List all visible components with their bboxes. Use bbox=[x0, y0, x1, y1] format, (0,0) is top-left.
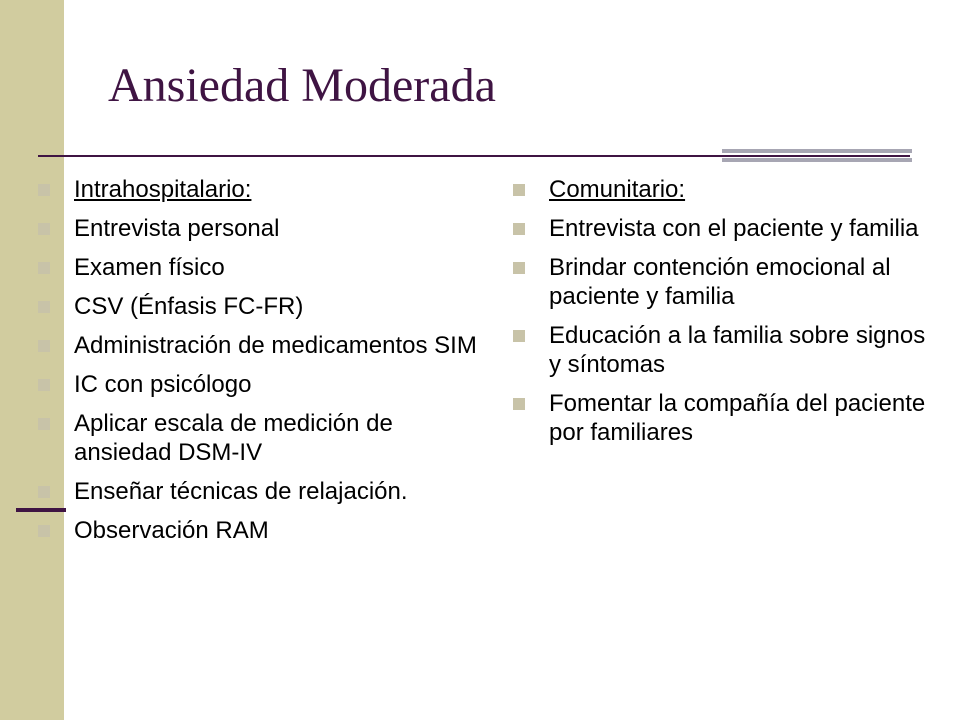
list-item-text: Enseñar técnicas de relajación. bbox=[74, 478, 408, 505]
list-item-text: Examen físico bbox=[74, 254, 225, 281]
square-bullet-icon bbox=[38, 418, 50, 430]
square-bullet-icon bbox=[38, 340, 50, 352]
square-bullet-icon bbox=[38, 301, 50, 313]
list-item bbox=[513, 389, 933, 447]
square-bullet-icon bbox=[38, 379, 50, 391]
left-column-heading: Intrahospitalario: bbox=[74, 176, 252, 203]
list-item bbox=[38, 370, 488, 399]
title-divider-accent bbox=[722, 149, 912, 162]
list-item-text: Educación a la familia sobre signos y síntomas bbox=[549, 322, 926, 378]
list-item bbox=[513, 175, 933, 204]
square-bullet-icon bbox=[38, 262, 50, 274]
list-item-text: Administración de medicamentos SIM bbox=[74, 332, 477, 359]
list-item-text: IC con psicólogo bbox=[74, 371, 252, 398]
right-column-list bbox=[513, 175, 933, 457]
list-item bbox=[38, 331, 488, 360]
square-bullet-icon bbox=[513, 184, 525, 196]
list-item bbox=[513, 253, 933, 311]
list-item bbox=[513, 321, 933, 379]
square-bullet-icon bbox=[38, 223, 50, 235]
list-item bbox=[38, 409, 488, 467]
square-bullet-icon bbox=[513, 262, 525, 274]
list-item-text: Entrevista personal bbox=[74, 215, 280, 242]
list-item bbox=[38, 516, 488, 545]
square-bullet-icon bbox=[38, 486, 50, 498]
list-item-text: Observación RAM bbox=[74, 517, 269, 544]
list-item bbox=[38, 175, 488, 204]
square-bullet-icon bbox=[513, 223, 525, 235]
list-item-text: Fomentar la compañía del paciente por familiares bbox=[549, 390, 926, 446]
list-item bbox=[513, 214, 933, 243]
left-column-list bbox=[38, 175, 488, 555]
list-item bbox=[38, 214, 488, 243]
list-item bbox=[38, 477, 488, 506]
right-column-heading: Comunitario: bbox=[549, 176, 686, 203]
square-bullet-icon bbox=[513, 330, 525, 342]
square-bullet-icon bbox=[513, 398, 525, 410]
list-item-text: Brindar contención emocional al paciente y familia bbox=[549, 254, 891, 310]
list-item bbox=[38, 253, 488, 282]
list-item-text: Aplicar escala de medición de ansiedad DSM-IV bbox=[74, 410, 393, 466]
slide-title: Ansiedad Moderada bbox=[108, 59, 496, 112]
square-bullet-icon bbox=[38, 184, 50, 196]
list-item bbox=[38, 292, 488, 321]
list-item-text: Entrevista con el paciente y familia bbox=[549, 215, 919, 242]
list-item-text: CSV (Énfasis FC-FR) bbox=[74, 293, 304, 320]
square-bullet-icon bbox=[38, 525, 50, 537]
